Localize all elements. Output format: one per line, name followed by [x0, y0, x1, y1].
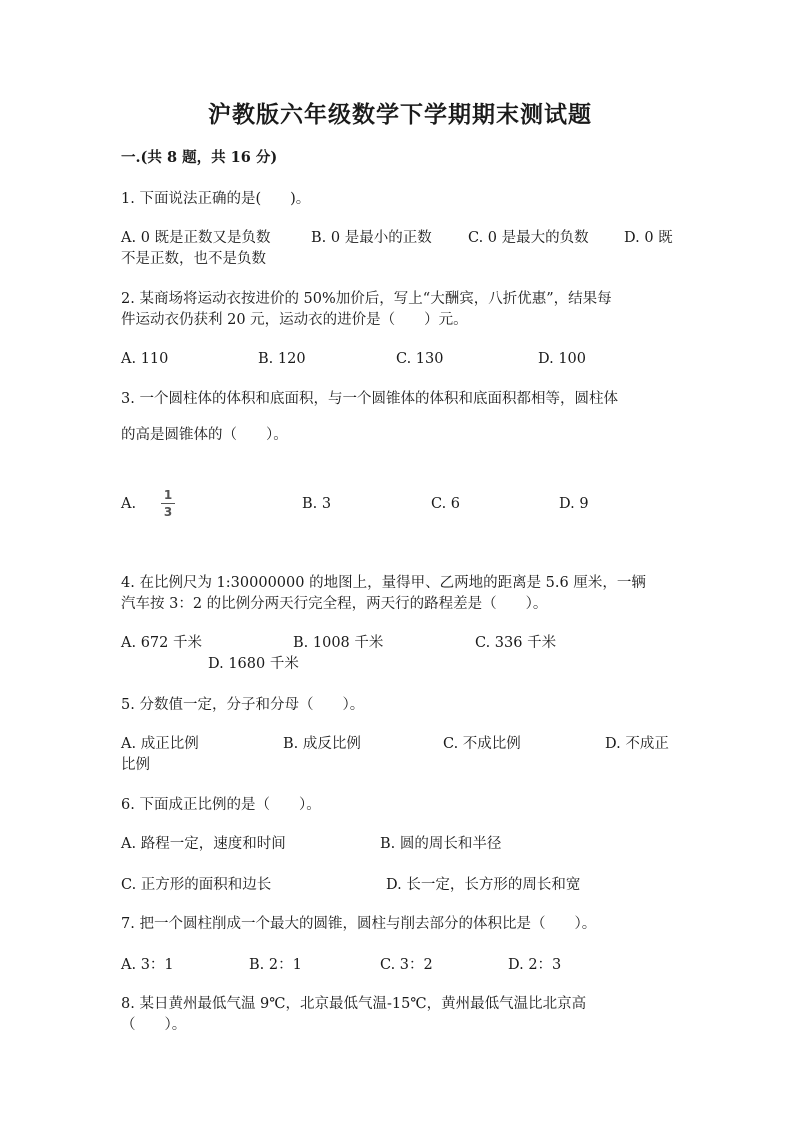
- question-6-option-b: B. 圆的周长和半径: [380, 836, 502, 852]
- question-1-option-c: C. 0 是最大的负数: [468, 230, 589, 246]
- question-5-option-b: B. 成反比例: [283, 736, 361, 752]
- question-2-option-b: B. 120: [258, 351, 306, 367]
- question-7-option-b: B. 2：1: [249, 957, 302, 973]
- question-8-stem-line-1: 8. 某日黄州最低气温 9℃，北京最低气温-15℃，黄州最低气温比北京高: [121, 996, 587, 1012]
- question-1-option-b: B. 0 是最小的正数: [311, 230, 432, 246]
- question-6-stem: 6. 下面成正比例的是（ ）。: [121, 797, 321, 813]
- question-4-option-d: D. 1680 千米: [208, 656, 299, 672]
- question-3-stem-line-1: 3. 一个圆柱体的体积和底面积，与一个圆锥体的体积和底面积都相等，圆柱体: [121, 391, 618, 407]
- fraction-numerator: 1: [163, 488, 173, 502]
- question-7-stem: 7. 把一个圆柱削成一个最大的圆锥，圆柱与削去部分的体积比是（ ）。: [121, 916, 597, 932]
- question-4-stem-line-1: 4. 在比例尺为 1:30000000 的地图上，量得甲、乙两地的距离是 5.6 厘米，一辆: [121, 575, 646, 591]
- question-4-option-a: A. 672 千米: [121, 635, 202, 651]
- section-heading: 一.(共 8 题，共 16 分): [121, 149, 278, 166]
- question-7-option-d: D. 2：3: [508, 957, 562, 973]
- page-title: 沪教版六年级数学下学期期末测试题: [208, 101, 592, 128]
- question-1-option-a: A. 0 既是正数又是负数: [121, 230, 271, 246]
- question-4-option-b: B. 1008 千米: [293, 635, 384, 651]
- question-5-stem: 5. 分数值一定，分子和分母（ ）。: [121, 697, 365, 713]
- question-6-option-c: C. 正方形的面积和边长: [121, 877, 272, 893]
- question-5-option-d: D. 不成正: [605, 736, 669, 752]
- question-4-stem-line-2: 汽车按 3：2 的比例分两天行完全程，两天行的路程差是（ ）。: [121, 596, 548, 612]
- question-1-option-d-continued: 不是正数，也不是负数: [121, 251, 266, 267]
- question-1-stem: 1. 下面说法正确的是( )。: [121, 191, 311, 207]
- question-6-option-d: D. 长一定，长方形的周长和宽: [386, 877, 581, 893]
- question-3-option-d: D. 9: [559, 496, 589, 512]
- question-3-option-c: C. 6: [431, 496, 461, 512]
- question-8-stem-line-2: （ ）。: [121, 1017, 187, 1033]
- question-3-stem-line-2: 的高是圆锥体的（ ）。: [121, 427, 288, 443]
- question-5-option-d-continued: 比例: [121, 757, 150, 773]
- question-6-option-a: A. 路程一定，速度和时间: [121, 836, 286, 852]
- question-3-option-b: B. 3: [302, 496, 332, 512]
- question-2-stem-line-1: 2. 某商场将运动衣按进价的 50%加价后，写上“大酬宾，八折优惠”，结果每: [121, 291, 612, 307]
- question-2-option-a: A. 110: [121, 351, 169, 367]
- question-3-option-a-label: A.: [121, 496, 137, 512]
- question-5-option-a: A. 成正比例: [121, 736, 199, 752]
- question-5-option-c: C. 不成比例: [443, 736, 521, 752]
- question-7-option-c: C. 3：2: [380, 957, 433, 973]
- question-2-stem-line-2: 件运动衣仍获利 20 元，运动衣的进价是（ ）元。: [121, 312, 468, 328]
- fraction-one-third: [160, 488, 176, 519]
- question-4-option-c: C. 336 千米: [475, 635, 557, 651]
- fraction-denominator: 3: [163, 505, 173, 519]
- question-2-option-d: D. 100: [538, 351, 587, 367]
- fraction-bar: [161, 503, 175, 504]
- question-2-option-c: C. 130: [396, 351, 444, 367]
- question-1-option-d: D. 0 既: [624, 230, 673, 246]
- question-7-option-a: A. 3：1: [121, 957, 174, 973]
